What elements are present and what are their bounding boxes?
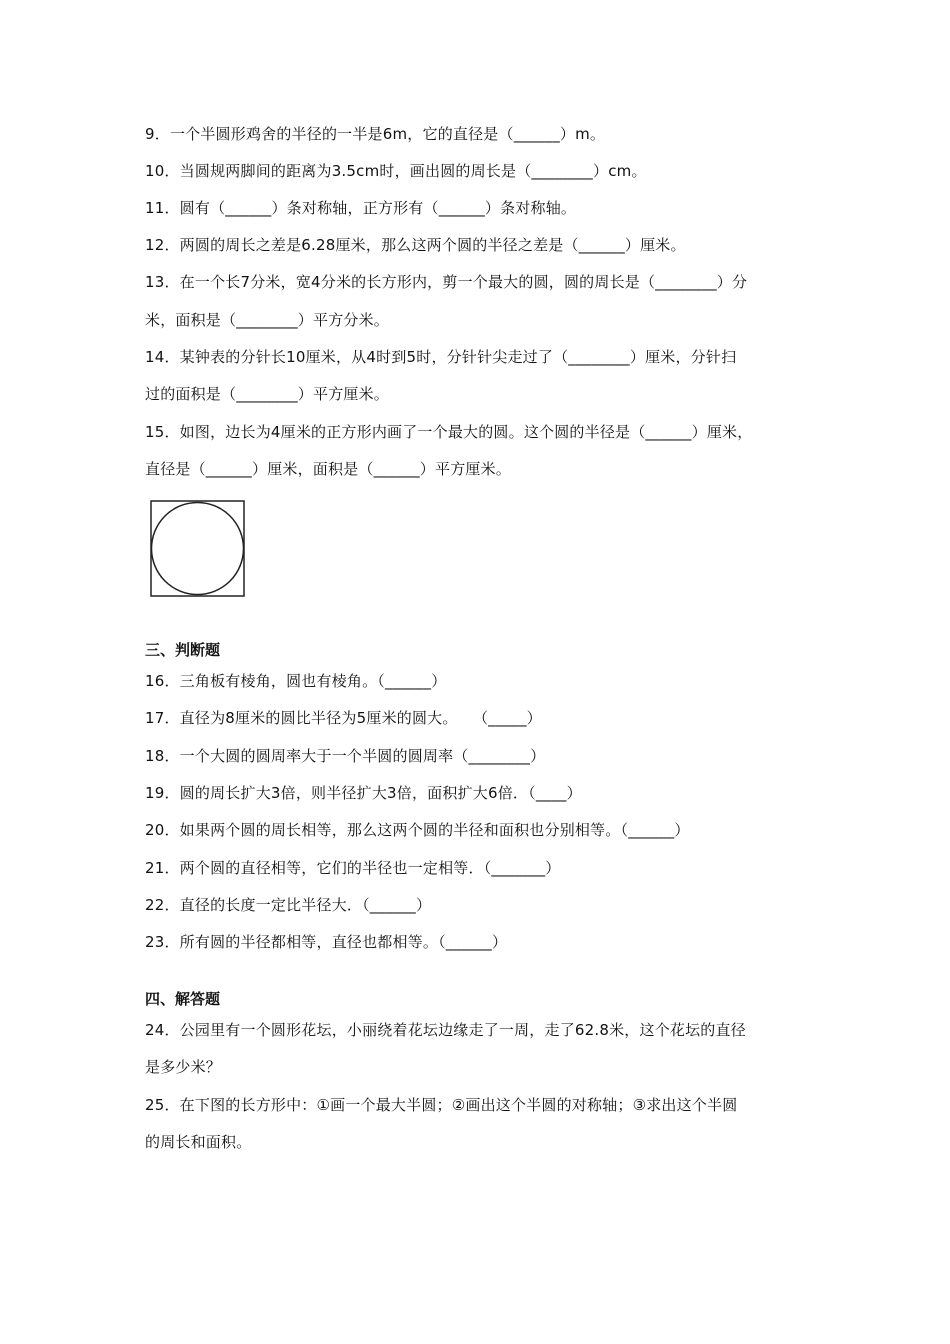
question-19: 19．圆的周长扩大3倍，则半径扩大3倍，面积扩大6倍．（____）: [145, 784, 582, 802]
question-25-line-1: 25．在下图的长方形中：①画一个最大半圆；②画出这个半圆的对称轴；③求出这个半圆: [145, 1096, 738, 1114]
inscribed-circle: [152, 503, 244, 595]
section-heading-judgement: 三、判断题: [145, 641, 221, 659]
question-14-line-1: 14．某钟表的分针长10厘米，从4时到5时，分针针尖走过了（________）厘米，分针扫: [145, 348, 737, 366]
section-heading-solve: 四、解答题: [145, 990, 221, 1008]
question-22: 22．直径的长度一定比半径大．（______）: [145, 896, 432, 914]
question-14-line-2: 过的面积是（________）平方厘米。: [145, 385, 390, 403]
question-10: 10．当圆规两脚间的距离为3.5cm时，画出圆的周长是（________）cm。: [145, 162, 647, 180]
question-21: 21．两个圆的直径相等，它们的半径也一定相等．（_______）: [145, 859, 561, 877]
question-15-line-2: 直径是（______）厘米，面积是（______）平方厘米。: [145, 460, 512, 478]
question-11: 11．圆有（______）条对称轴，正方形有（______）条对称轴。: [145, 199, 577, 217]
question-13-line-1: 13．在一个长7分米，宽4分米的长方形内，剪一个最大的圆，圆的周长是（________）分: [145, 273, 748, 291]
question-17: 17．直径为8厘米的圆比半径为5厘米的圆大。 （_____）: [145, 709, 542, 727]
question-25-line-2: 的周长和面积。: [145, 1133, 252, 1151]
question-23: 23．所有圆的半径都相等，直径也都相等。（______）: [145, 933, 508, 951]
question-24-line-2: 是多少米？: [145, 1058, 222, 1076]
question-18: 18．一个大圆的圆周率大于一个半圆的圆周率（________）: [145, 747, 546, 765]
question-24-line-1: 24．公园里有一个圆形花坛，小丽绕着花坛边缘走了一周，走了62.8米，这个花坛的直径: [145, 1021, 746, 1039]
question-9: 9．一个半圆形鸡舍的半径的一半是6m，它的直径是（______）m。: [145, 125, 606, 143]
square-with-inscribed-circle-figure: [150, 500, 246, 598]
question-12: 12．两圆的周长之差是6.28厘米，那么这两个圆的半径之差是（______）厘米。: [145, 236, 686, 254]
question-13-line-2: 米，面积是（________）平方分米。: [145, 311, 390, 329]
question-20: 20．如果两个圆的周长相等，那么这两个圆的半径和面积也分别相等。（______）: [145, 821, 690, 839]
question-15-line-1: 15．如图，边长为4厘米的正方形内画了一个最大的圆。这个圆的半径是（______）厘米，: [145, 423, 753, 441]
question-16: 16．三角板有棱角，圆也有棱角。（______）: [145, 672, 447, 690]
